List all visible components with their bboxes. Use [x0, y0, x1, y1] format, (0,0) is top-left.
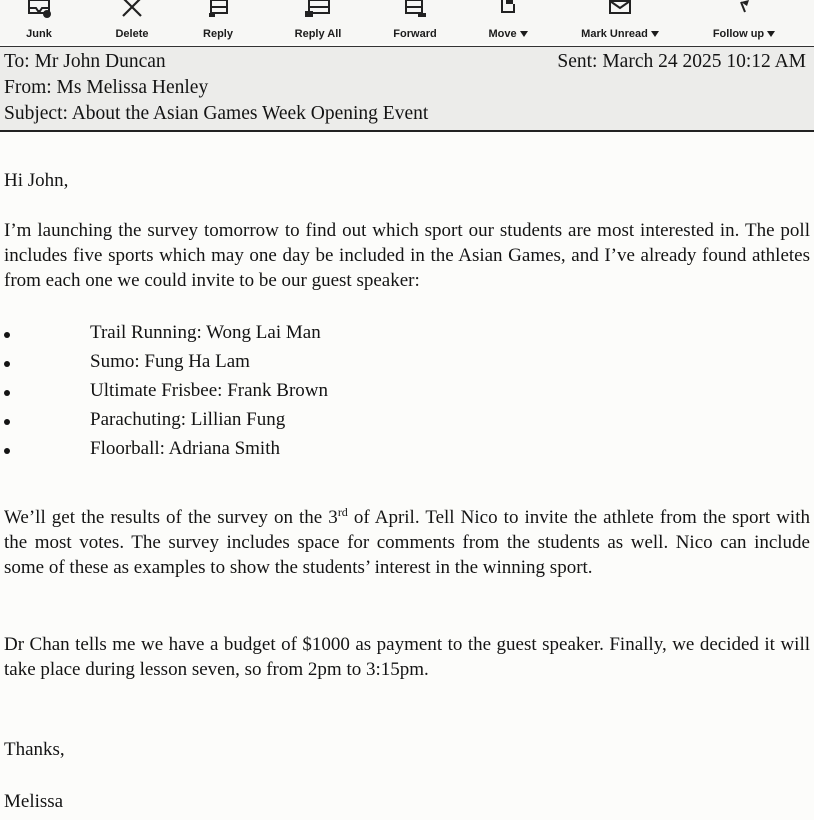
list-item-text: Parachuting: Lillian Fung	[90, 409, 286, 430]
delete-button[interactable]	[106, 0, 158, 44]
bullet-icon	[4, 361, 10, 367]
bullet-icon	[4, 390, 10, 396]
reply-button[interactable]	[194, 0, 242, 44]
move-folder-icon	[488, 0, 528, 22]
body-paragraph-intro: I’m launching the survey tomorrow to find out which sport our students are most interested in. The poll includes five sports which may one day be included in the Asian Games, and I’ve already found athletes from each one we could invite to be our guest speaker:	[4, 220, 810, 291]
junk-mail-icon	[19, 0, 59, 22]
reply-all-icon	[298, 0, 338, 22]
list-item-text: Trail Running: Wong Lai Man	[90, 322, 321, 343]
mark-unread-icon	[600, 0, 640, 22]
move-button[interactable]	[480, 0, 536, 44]
delete-label: Delete	[115, 28, 149, 40]
email-toolbar	[0, 0, 814, 44]
signature: Melissa	[4, 791, 64, 812]
caret-down-icon	[651, 31, 659, 37]
caret-down-icon	[520, 31, 528, 37]
reply-icon	[198, 0, 238, 22]
subject-field: Subject: About the Asian Games Week Opening Event	[4, 103, 429, 124]
reply-all-label: Reply All	[294, 28, 342, 40]
greeting: Hi John,	[4, 170, 69, 191]
reply-all-button[interactable]	[284, 0, 352, 44]
bullet-icon	[4, 419, 10, 425]
forward-icon	[395, 0, 435, 22]
forward-button[interactable]	[386, 0, 444, 44]
reply-label: Reply	[203, 28, 233, 40]
mark-unread-button[interactable]	[574, 0, 666, 44]
closing: Thanks,	[4, 739, 65, 760]
follow-up-button[interactable]	[702, 0, 786, 44]
mark-unread-label: Mark Unread	[581, 28, 659, 40]
bullet-icon	[4, 448, 10, 454]
move-label: Move	[488, 28, 527, 40]
junk-button[interactable]	[14, 0, 64, 44]
list-item-text: Ultimate Frisbee: Frank Brown	[90, 380, 328, 401]
delete-x-icon	[112, 0, 152, 22]
bullet-icon	[4, 332, 10, 338]
body-paragraph-results: We’ll get the results of the survey on the 3rd of April. Tell Nico to invite the athlete from the sport with the most votes. The survey includes space for comments from the students as well. Nico can include some of these as examples to show the students’ interest in the winning sport.	[4, 505, 810, 578]
sent-timestamp: Sent: March 24 2025 10:12 AM	[557, 51, 806, 72]
body-paragraph-budget: Dr Chan tells me we have a budget of $1000 as payment to the guest speaker. Finally, we decided it will take place during lesson seven, so from 2pm to 3:15pm.	[4, 634, 810, 680]
to-field: To: Mr John Duncan	[4, 51, 166, 72]
forward-label: Forward	[393, 28, 437, 40]
flag-icon	[724, 0, 764, 22]
follow-up-label: Follow up	[713, 28, 775, 40]
junk-label: Junk	[26, 28, 52, 40]
caret-down-icon	[767, 31, 775, 37]
list-item-text: Floorball: Adriana Smith	[90, 438, 280, 459]
list-item-text: Sumo: Fung Ha Lam	[90, 351, 250, 372]
email-header	[0, 46, 814, 132]
from-field: From: Ms Melissa Henley	[4, 77, 209, 98]
